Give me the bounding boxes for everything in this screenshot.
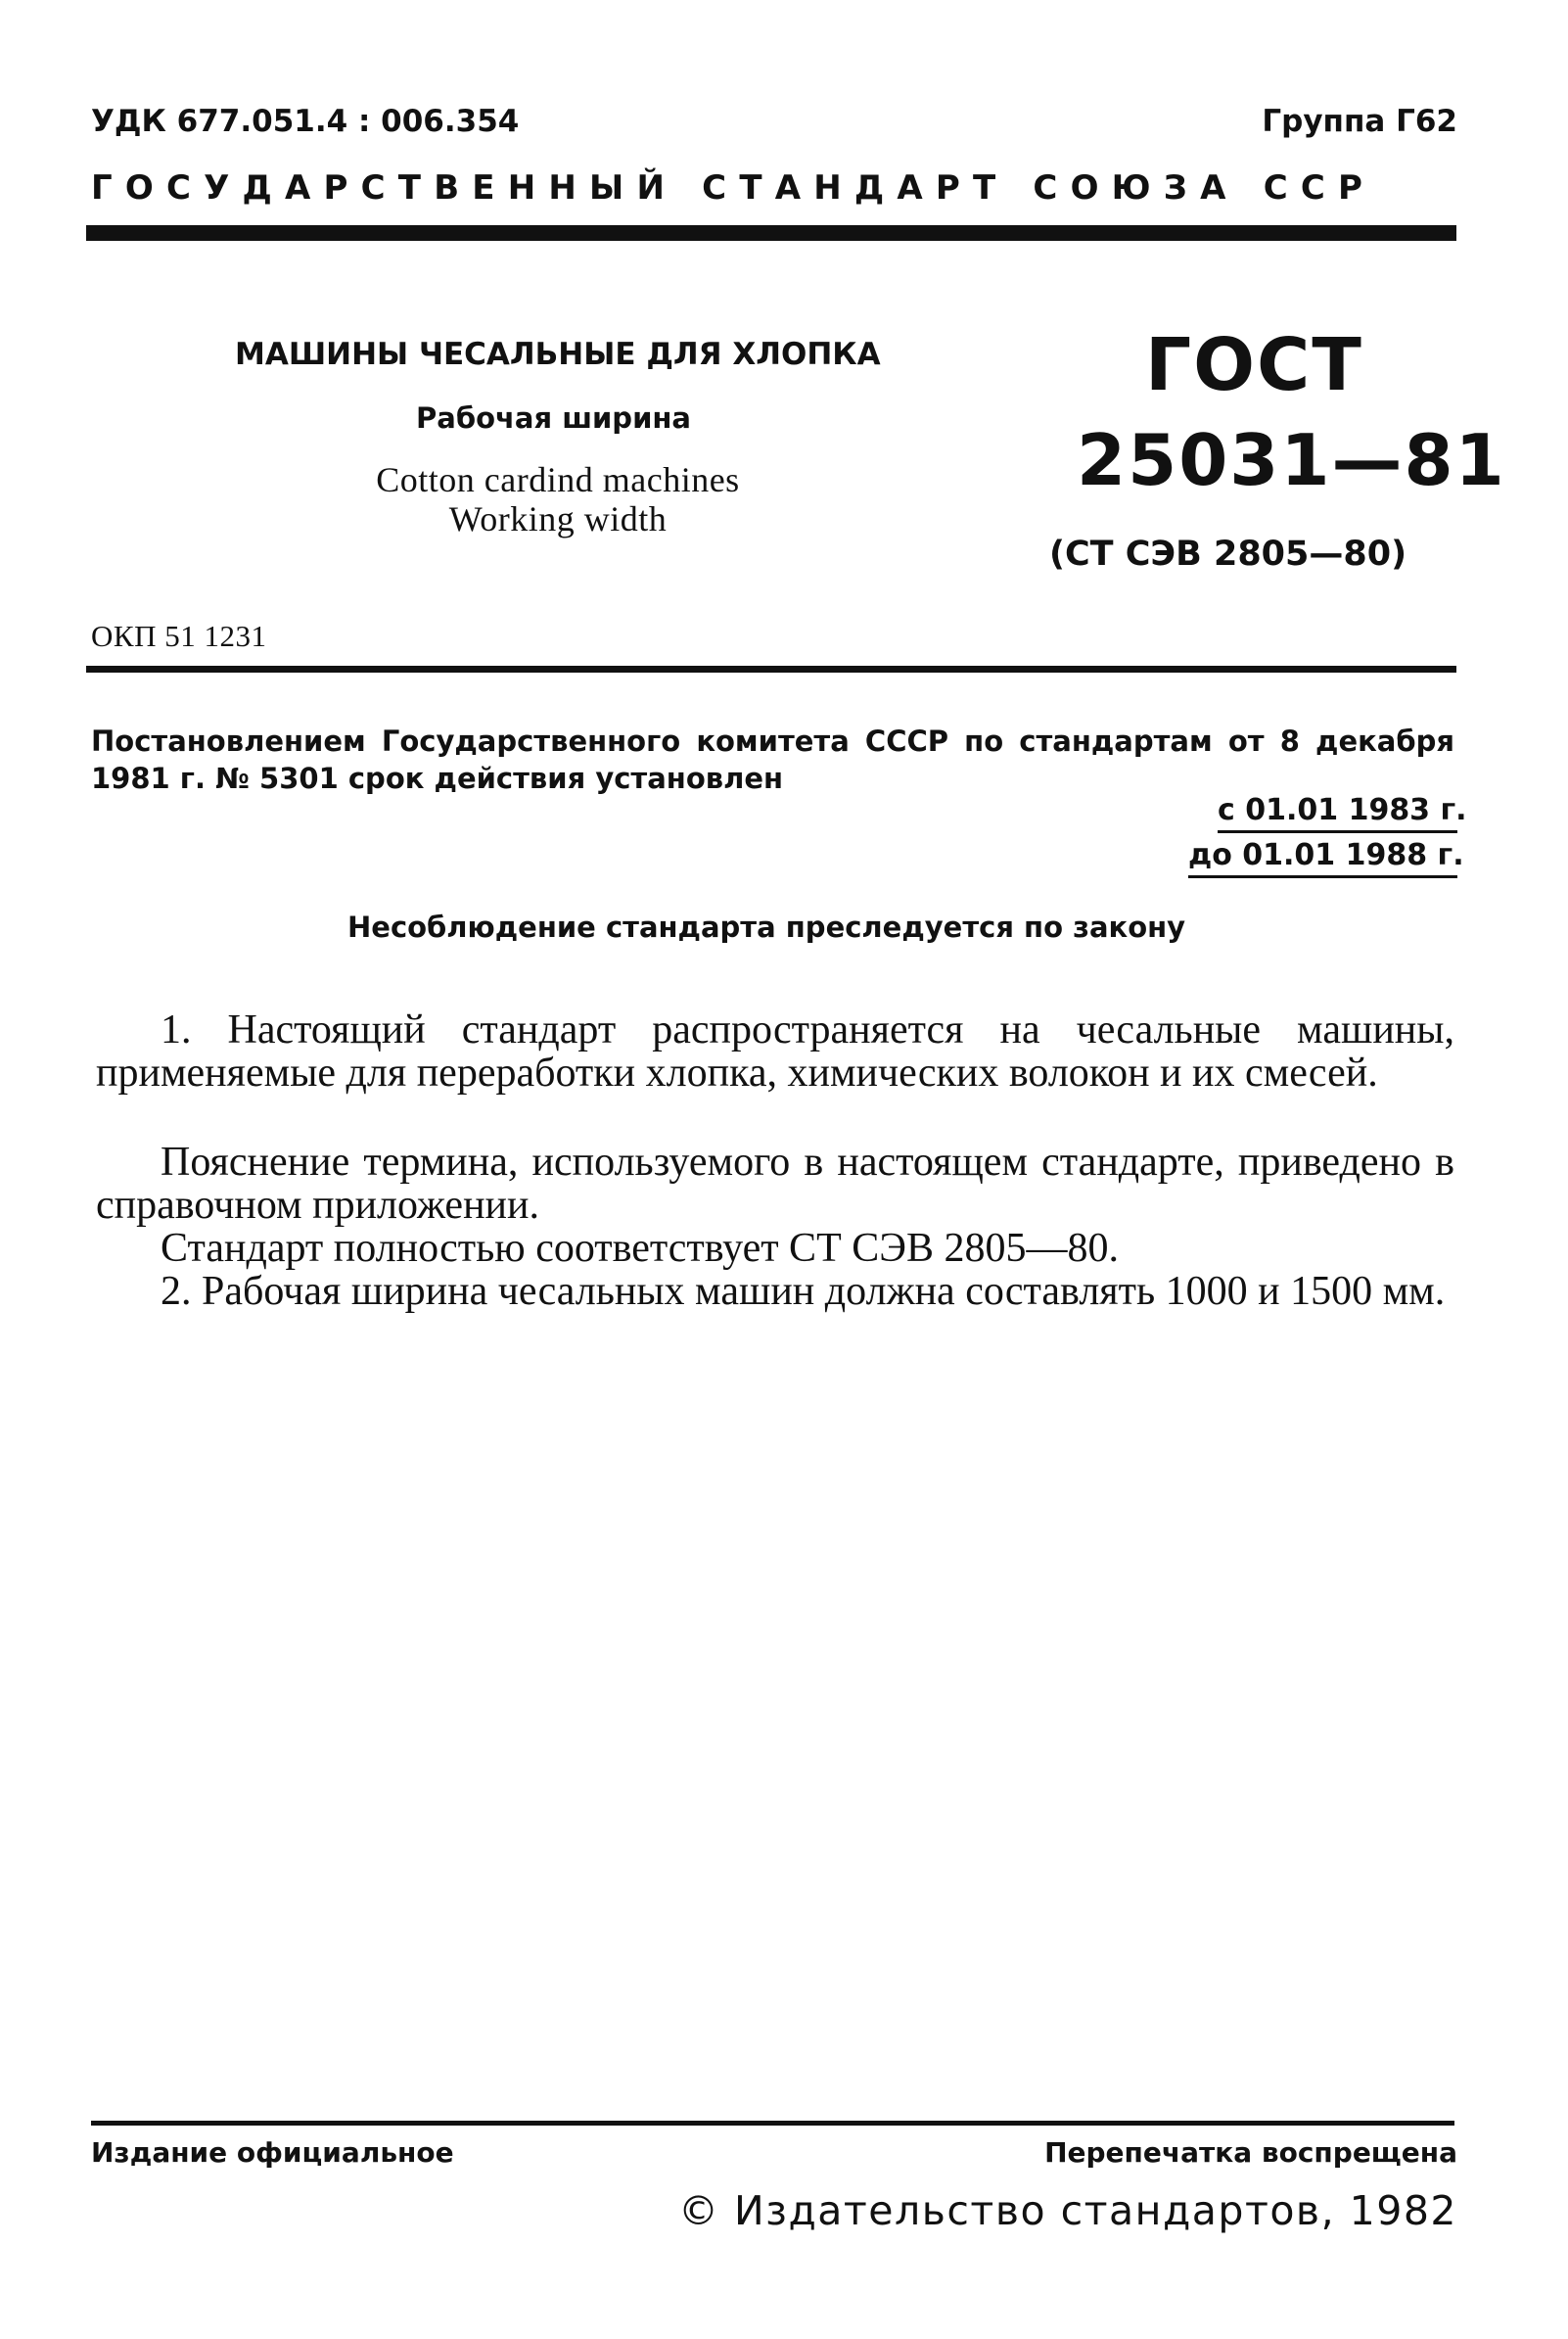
group-code: Группа Г62 [1262,104,1457,139]
footer-divider [91,2121,1454,2126]
effective-from-date: с 01.01 1983 г. [1218,793,1457,833]
okp-code: ОКП 51 1231 [91,619,267,653]
paragraph-compliance: Стандарт полностью соответствует СТ СЭВ 2805—80. [161,1226,1119,1271]
document-subtitle: Рабочая ширина [416,401,691,435]
decree-text: Постановлением Государственного комитета СССР по стандартам от 8 декабря 1981 г. № 5301 срок действия установлен [91,725,1454,795]
paragraph-2: 2. Рабочая ширина чесальных машин должна составлять 1000 и 1500 мм. [161,1269,1446,1314]
law-notice: Несоблюдение стандарта преследуется по закону [347,911,1186,944]
udk-code: УДК 677.051.4 : 006.354 [91,104,520,139]
effective-to-date: до 01.01 1988 г. [1188,838,1457,878]
official-edition: Издание официальное [91,2136,454,2169]
header-divider [86,225,1456,241]
copyright: © Издательство стандартов, 1982 [677,2187,1457,2234]
english-title-line-1: Cotton cardind machines [376,460,740,499]
english-title-line-2: Working width [448,499,668,538]
reprint-notice: Перепечатка воспрещена [1044,2136,1457,2169]
gost-number: 25031—81 [1077,419,1506,501]
english-title [352,460,763,538]
st-sev-reference: (СТ СЭВ 2805—80) [1049,535,1407,574]
state-standard-heading: ГОСУДАРСТВЕННЫЙ СТАНДАРТ СОЮЗА ССР [91,168,1376,208]
paragraph-term-note: Пояснение термина, используемого в настоящем стандарте, приведено в справочном приложении. [96,1140,1454,1228]
paragraph-1: 1. Настоящий стандарт распространяется на чесальные машины, применяемые для переработки хлопка, химических волокон и их смесей. [96,1007,1454,1096]
title-divider [86,666,1456,673]
gost-label: ГОСТ [1145,323,1363,407]
document-title: МАШИНЫ ЧЕСАЛЬНЫЕ ДЛЯ ХЛОПКА [235,337,881,372]
